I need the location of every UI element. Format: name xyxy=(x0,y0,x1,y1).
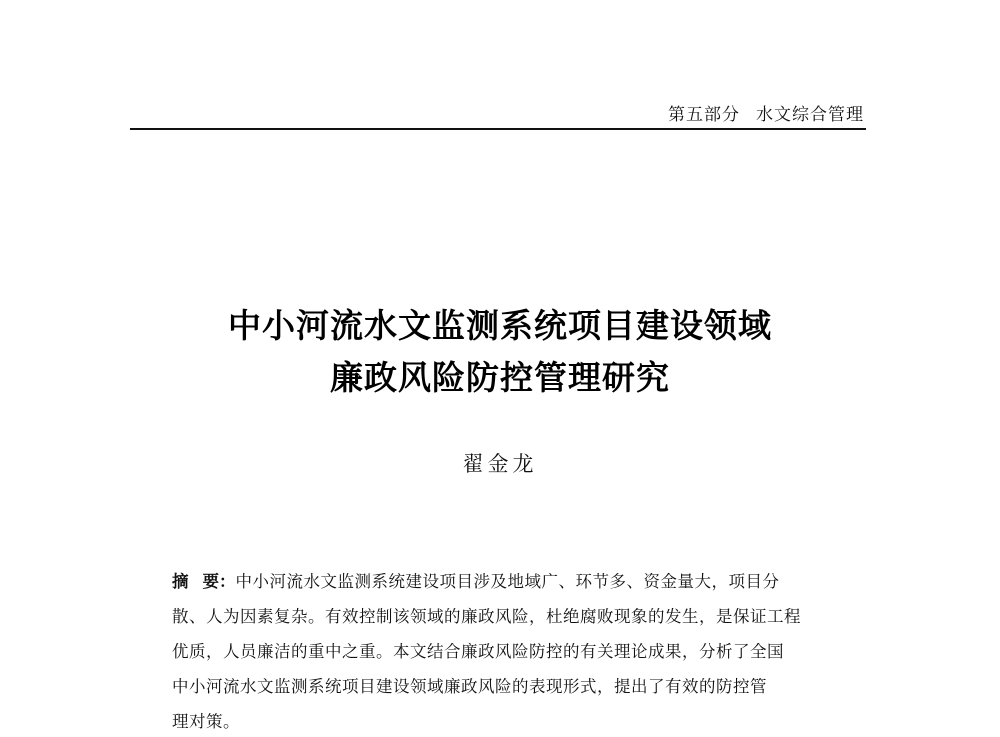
abstract-line: 散、人为因素复杂。有效控制该领域的廉政风险，杜绝腐败现象的发生，是保证工程 xyxy=(172,607,801,626)
header-section: 水文综合管理 xyxy=(756,105,864,125)
abstract-line xyxy=(172,568,832,592)
abstract-line: 优质，人员廉洁的重中之重。本文结合廉政风险防控的有关理论成果，分析了全国 xyxy=(172,642,784,661)
running-header xyxy=(668,100,864,125)
abstract-text: 中小河流水文监测系统建设项目涉及地域广、环节多、资金量大，项目分 xyxy=(235,572,780,591)
abstract-line: 理对策。 xyxy=(172,712,240,731)
abstract-label-char1: 摘 xyxy=(172,572,189,591)
abstract-label xyxy=(172,572,236,591)
abstract-label-char2: 要： xyxy=(202,572,236,591)
paper-title-line1: 中小河流水文监测系统项目建设领域 xyxy=(228,306,772,345)
abstract-line: 中小河流水文监测系统项目建设领域廉政风险的表现形式，提出了有效的防控管 xyxy=(172,677,767,696)
paper-title-line2: 廉政风险防控管理研究 xyxy=(330,358,670,397)
author-name: 翟金龙 xyxy=(462,452,538,476)
header-rule xyxy=(130,128,866,130)
header-part: 第五部分 xyxy=(668,105,740,125)
